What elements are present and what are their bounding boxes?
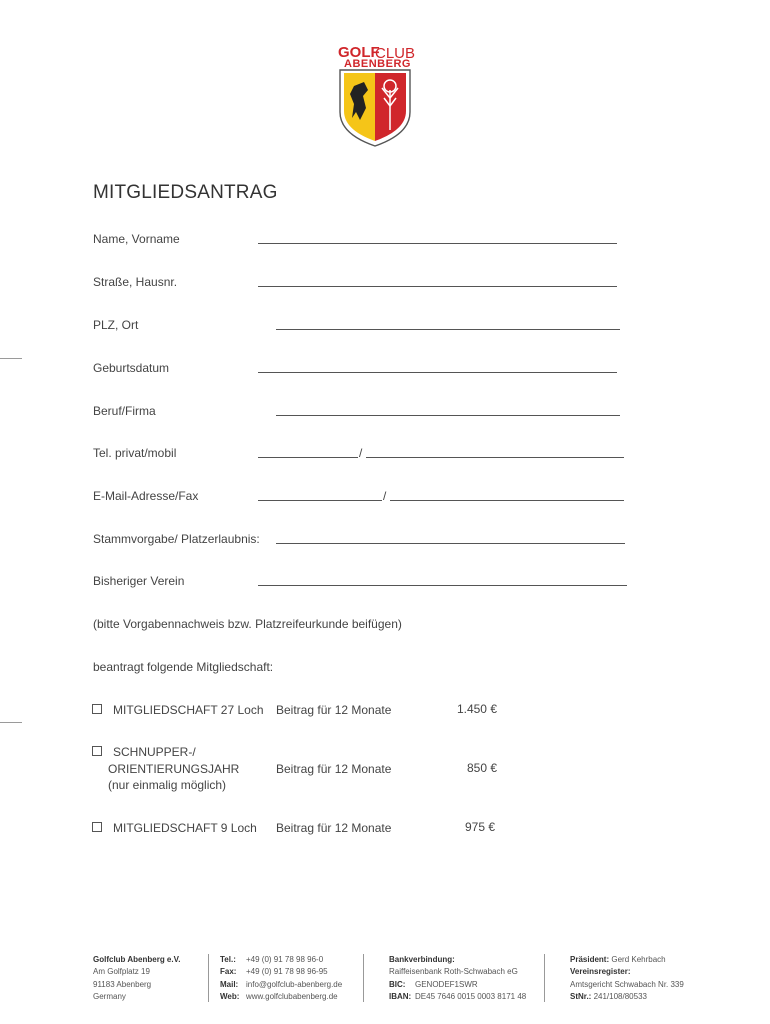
footer-web-link[interactable]: www.golfclubabenberg.de [246,991,338,1001]
footer-bank-heading: Bankverbindung: [389,955,455,964]
option-term-trial-year: Beitrag für 12 Monate [276,762,392,776]
field-line-birthdate[interactable] [258,372,617,373]
logo-text-golf: GOLF [338,44,380,61]
footer-board [570,954,684,1003]
field-label-phone: Tel. privat/mobil [93,446,177,460]
footer-bic-key: BIC: [389,979,406,989]
footer-bic-value: GENODEF1SWR [415,979,478,989]
field-line-zip-city[interactable] [276,329,620,330]
footer-club-address [93,954,180,1003]
fold-mark-top [0,358,22,359]
field-label-street: Straße, Hausnr. [93,275,178,289]
logo-text-club: CLUB [375,45,416,62]
footer-club-street: Am Golfplatz 19 [93,967,150,977]
email-separator: / [383,489,387,503]
option-price-membership-9: 975 € [464,820,495,834]
field-line-fax[interactable] [390,500,624,501]
field-line-name[interactable] [258,243,617,244]
checkbox-membership-9[interactable] [92,822,102,832]
option-price-trial-year: 850 € [466,761,497,775]
footer-register-value: Amtsgericht Schwabach Nr. 339 [570,979,684,989]
field-label-handicap: Stammvorgabe/ Platzerlaubnis: [93,532,260,546]
option-label-trial-line1: SCHNUPPER-/ [113,745,196,759]
field-line-handicap[interactable] [276,543,625,544]
footer-web-key: Web: [220,991,240,1001]
option-term-membership-9: Beitrag für 12 Monate [276,821,392,835]
option-price-membership-27: 1.450 € [456,702,497,716]
field-line-phone-mobile[interactable] [366,457,624,458]
page-title: MITGLIEDSANTRAG [93,182,278,203]
footer-iban-key: IBAN: [389,991,412,1001]
option-label-membership-27: MITGLIEDSCHAFT 27 Loch [113,703,264,717]
field-line-phone-private[interactable] [258,457,358,458]
footer-divider [363,954,364,1002]
footer-fax-key: Fax: [220,967,237,977]
option-label-trial-line3: (nur einmalig möglich) [108,778,227,792]
phone-separator: / [359,446,363,460]
footer-bank-name: Raiffeisenbank Roth-Schwabach eG [389,967,518,977]
footer-club-country: Germany [93,991,126,1001]
footer-tel-value[interactable]: +49 (0) 91 78 98 96-0 [246,955,324,964]
fold-mark-bottom [0,722,22,723]
checkbox-trial-year[interactable] [92,746,102,756]
field-label-name: Name, Vorname [93,232,180,246]
field-label-zip-city: PLZ, Ort [93,318,139,332]
footer-fax-value: +49 (0) 91 78 98 96-95 [246,967,328,977]
footer-divider [544,954,545,1002]
footer-contact [220,954,342,1003]
field-label-email-fax: E-Mail-Adresse/Fax [93,489,199,503]
footer-club-name: Golfclub Abenberg e.V. [93,955,181,964]
field-line-previous-club[interactable] [258,585,627,586]
footer-tax-value: 241/108/80533 [593,991,647,1001]
option-label-trial-line2: ORIENTIERUNGSJAHR [108,762,240,776]
footer-mail-key: Mail: [220,979,239,989]
footer-iban-value: DE45 7646 0015 0003 8171 48 [415,991,527,1001]
option-label-membership-9: MITGLIEDSCHAFT 9 Loch [113,821,257,835]
footer-bank [389,954,526,1003]
footer-tax-key: StNr.: [570,991,592,1001]
footer-tel-key: Tel.: [220,955,236,964]
field-label-previous-club: Bisheriger Verein [93,574,185,588]
footer-divider [208,954,209,1002]
footer-mail-link[interactable]: info@golfclub-abenberg.de [246,979,343,989]
footer-president-key: Präsident: [570,955,610,964]
membership-intro: beantragt folgende Mitgliedschaft: [93,660,274,674]
logo-text-abenberg: ABENBERG [344,58,411,70]
field-line-job[interactable] [276,415,620,416]
footer-club-city: 91183 Abenberg [93,979,152,989]
field-line-email[interactable] [258,500,382,501]
field-line-street[interactable] [258,286,617,287]
footer-register-key: Vereinsregister: [570,967,631,977]
option-term-membership-27: Beitrag für 12 Monate [276,703,392,717]
checkbox-membership-27[interactable] [92,704,102,714]
attachment-note: (bitte Vorgabennachweis bzw. Platzreifeurkunde beifügen) [93,617,402,631]
field-label-job: Beruf/Firma [93,404,156,418]
footer-president-value: Gerd Kehrbach [611,955,666,964]
field-label-birthdate: Geburtsdatum [93,361,170,375]
